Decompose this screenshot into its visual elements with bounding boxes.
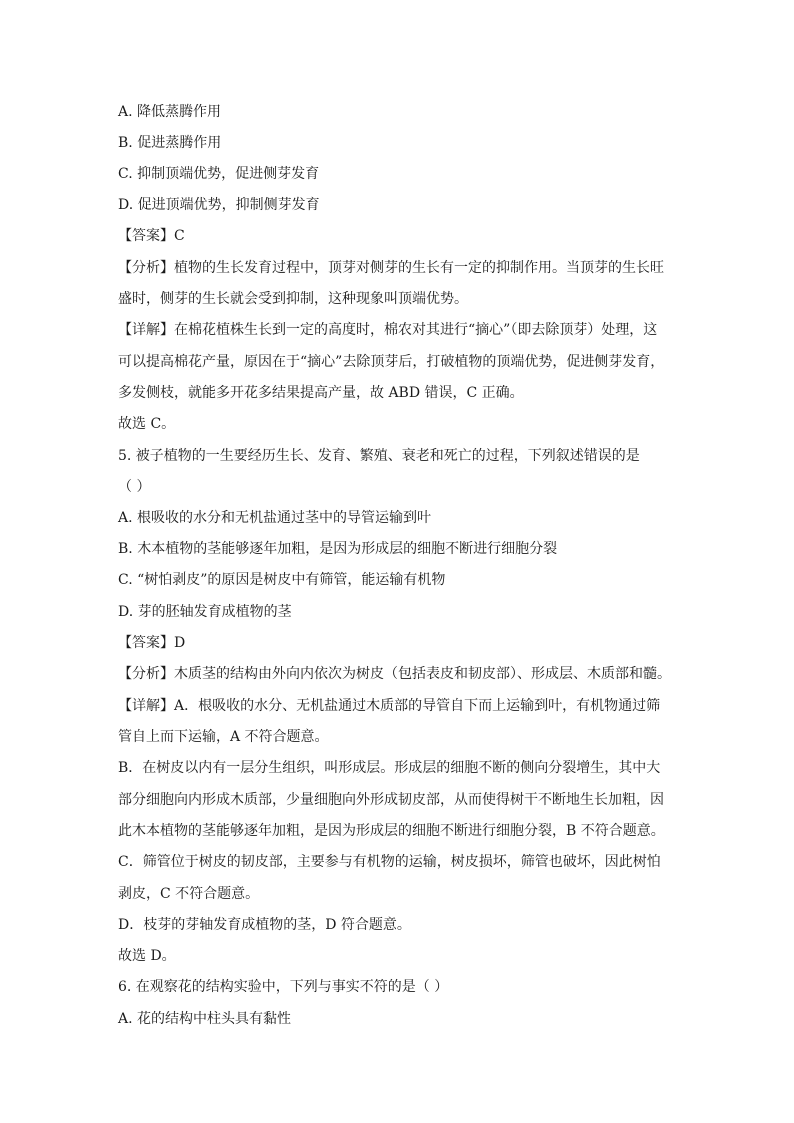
question-5-stem: 5. 被子植物的一生要经历生长、发育、繁殖、衰老和死亡的过程，下列叙述错误的是	[118, 448, 640, 464]
option-d-q5: D. 芽的胚轴发育成植物的茎	[118, 604, 292, 620]
option-a-q5: A. 根吸收的水分和无机盐通过茎中的导管运输到叶	[118, 510, 432, 526]
conclusion-q5: 故选 D。	[118, 948, 176, 964]
conclusion-q4: 故选 C。	[118, 416, 176, 432]
explanation-q5-b-line2: 部分细胞向内形成木质部，少量细胞向外形成韧皮部，从而使得树干不断地生长加粗，因	[118, 792, 664, 808]
option-b-q4: B. 促进蒸腾作用	[118, 135, 222, 151]
explanation-q5-b-line3: 此木本植物的茎能够逐年加粗，是因为形成层的细胞不断进行细胞分裂，B 不符合题意。	[118, 823, 665, 839]
question-5-blank: （ ）	[118, 479, 151, 495]
explanation-q5-d: D．枝芽的芽轴发育成植物的茎，D 符合题意。	[118, 917, 411, 933]
explanation-q4-line3: 多发侧枝，就能多开花多结果提高产量，故 ABD 错误，C 正确。	[118, 385, 524, 401]
option-b-q5: B. 木本植物的茎能够逐年加粗，是因为形成层的细胞不断进行细胞分裂	[118, 541, 558, 557]
option-c-q4: C. 抑制顶端优势，促进侧芽发育	[118, 166, 320, 182]
option-a-q4: A. 降低蒸腾作用	[118, 104, 222, 120]
analysis-q4-line1: 【分析】植物的生长发育过程中，顶芽对侧芽的生长有一定的抑制作用。当顶芽的生长旺	[118, 260, 664, 276]
explanation-q5-c-line2: 剥皮，C 不符合题意。	[118, 886, 260, 902]
explanation-q5-a-line2: 管自上而下运输，A 不符合题意。	[118, 729, 329, 745]
explanation-q5-c-line1: C．筛管位于树皮的韧皮部，主要参与有机物的运输，树皮损坏，筛管也破坏，因此树怕	[118, 854, 661, 870]
option-a-q6: A. 花的结构中柱头具有黏性	[118, 1011, 292, 1027]
explanation-q4-line1: 【详解】在棉花植株生长到一定的高度时，棉农对其进行“摘心”（即去除顶芽）处理，这	[118, 322, 658, 338]
option-d-q4: D. 促进顶端优势，抑制侧芽发育	[118, 197, 320, 213]
answer-q4: 【答案】C	[118, 228, 185, 244]
analysis-q5: 【分析】木质茎的结构由外向内依次为树皮（包括表皮和韧皮部）、形成层、木质部和髓。	[118, 666, 671, 682]
explanation-q4-line2: 可以提高棉花产量，原因在于“摘心”去除顶芽后，打破植物的顶端优势，促进侧芽发育，	[118, 354, 665, 370]
explanation-q5-a-line1: 【详解】A．根吸收的水分、无机盐通过木质部的导管自下而上运输到叶，有机物通过筛	[118, 698, 661, 714]
answer-q5: 【答案】D	[118, 635, 186, 651]
analysis-q4-line2: 盛时，侧芽的生长就会受到抑制，这种现象叫顶端优势。	[118, 291, 468, 307]
option-c-q5: C. “树怕剥皮”的原因是树皮中有筛管，能运输有机物	[118, 572, 446, 588]
question-6-stem: 6. 在观察花的结构实验中，下列与事实不符的是（ ）	[118, 979, 449, 995]
explanation-q5-b-line1: B．在树皮以内有一层分生组织，叫形成层。形成层的细胞不断的侧向分裂增生，其中大	[118, 760, 661, 776]
